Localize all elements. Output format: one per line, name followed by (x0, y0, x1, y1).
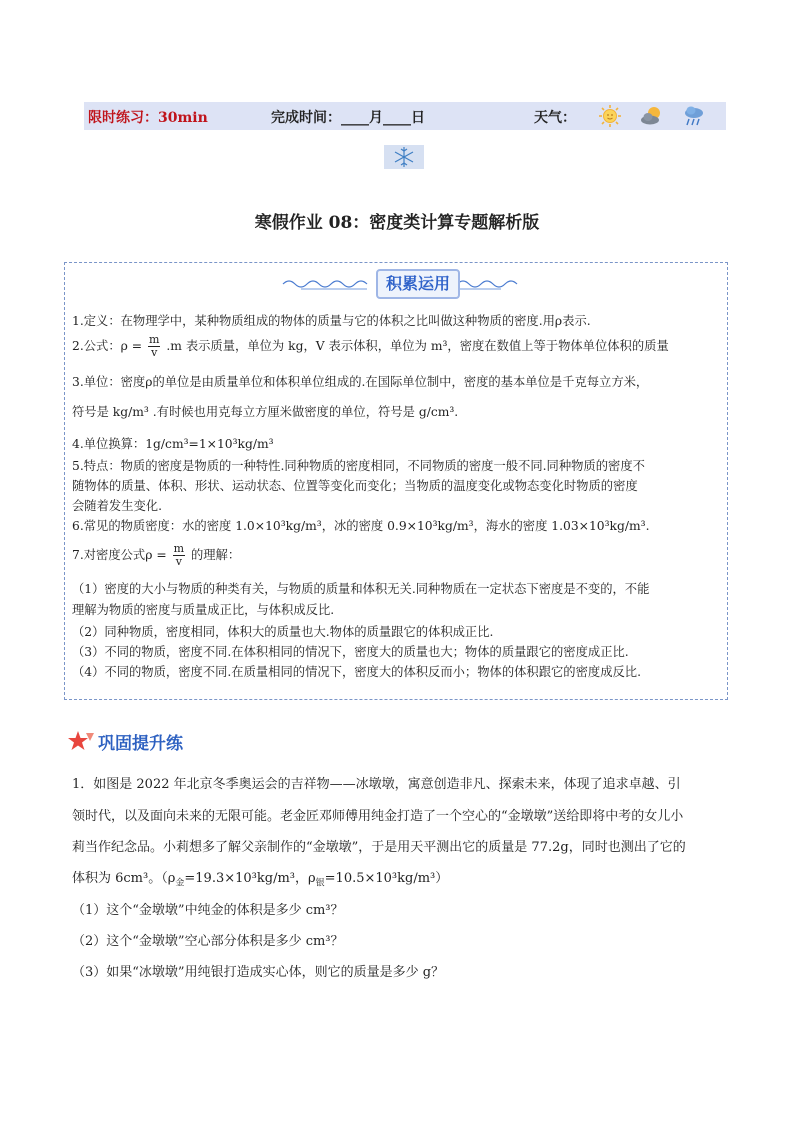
point-4-line: （4）不同的物质，密度不同.在质量相同的情况下，密度大的体积反而小；物体的体积跟它的密度成反比. (72, 665, 642, 679)
conversion-line: 4.单位换算：1g/cm³=1×10³kg/m³ (72, 437, 274, 451)
formula-suffix: .m 表示质量，单位为 kg，V 表示体积，单位为 m³，密度在数值上等于物体单位体积的质量 (166, 339, 669, 353)
point-1-line-1: （1）密度的大小与物质的种类有关，与物质的质量和体积无关.同种物质在一定状态下密度是不变的，不能 (72, 582, 650, 596)
silver-density: =10.5×10³kg/m³） (324, 871, 449, 886)
snowflake-badge (384, 145, 424, 169)
question-line-3: 莉当作纪念品。小莉想多了解父亲制作的“金墩墩”，于是用天平测出它的质量是 77.2g，同时也测出了它的 (72, 840, 686, 855)
unit-line-1: 3.单位：密度ρ的单位是由质量单位和体积单位组成的.在国际单位制中，密度的基本单位是千克每立方米， (72, 375, 649, 389)
understanding-suffix: 的理解： (190, 548, 241, 562)
definition-line: 1.定义：在物理学中，某种物质组成的物体的质量与它的体积之比叫做这种物质的密度.用ρ表示. (72, 314, 591, 328)
sub-question-3: （3）如果“冰墩墩”用纯银打造成实心体，则它的质量是多少 g？ (72, 965, 445, 980)
question-line-1: 1．如图是 2022 年北京冬季奥运会的吉祥物——冰墩墩，寓意创造非凡、探索未来，体现了追求卓越、引 (72, 777, 681, 792)
gold-subscript: 金 (175, 878, 185, 889)
sun-icon[interactable] (598, 104, 622, 128)
understanding-prefix: 7.对密度公式ρ = (72, 548, 167, 562)
point-3-line: （3）不同的物质，密度不同.在体积相同的情况下，密度大的质量也大；物体的质量跟它的密度成正比. (72, 645, 629, 659)
practice-info-bar (84, 102, 726, 130)
question-line-2: 领时代，以及面向未来的无限可能。老金匠邓师傅用纯金打造了一个空心的“金墩墩”送给即将中考的女儿小 (72, 809, 684, 824)
knowledge-box-title: 积累运用 (376, 269, 460, 299)
question-line-4 (72, 867, 448, 889)
sub-question-2: （2）这个“金墩墩”空心部分体积是多少 cm³？ (72, 934, 344, 949)
fraction-denominator: v (151, 346, 158, 359)
weather-label: 天气： (534, 110, 576, 126)
understanding-line (72, 543, 240, 568)
completion-date-label: 完成时间：____月____日 (271, 110, 425, 126)
gold-density: =19.3×10³kg/m³，ρ (184, 871, 316, 886)
volume-text: 体积为 6cm³。（ρ (72, 871, 176, 886)
fraction-numerator: m (149, 333, 160, 346)
formula-line (72, 334, 669, 359)
partly-cloudy-icon[interactable] (640, 104, 664, 128)
fraction-denominator-2: v (175, 555, 182, 568)
page-title: 寒假作业 08：密度类计算专题解析版 (254, 213, 540, 233)
density-fraction-2 (173, 543, 185, 568)
star-icon (68, 729, 98, 753)
snowflake-icon (384, 145, 424, 169)
silver-subscript: 银 (315, 878, 325, 889)
fraction-numerator-2: m (173, 542, 185, 555)
formula-prefix: 2.公式：ρ = (72, 339, 143, 353)
feature-line-3: 会随着发生变化. (72, 499, 162, 513)
density-fraction (148, 334, 160, 359)
feature-line-2: 随物体的质量、体积、形状、运动状态、位置等变化而变化；当物质的温度变化或物态变化时物质的密度 (72, 479, 638, 493)
section-title: 巩固提升练 (98, 734, 183, 754)
sub-question-1: （1）这个“金墩墩”中纯金的体积是多少 cm³？ (72, 903, 344, 918)
common-density-line: 6.常见的物质密度：水的密度 1.0×10³kg/m³，冰的密度 0.9×10³kg/m³，海水的密度 1.03×10³kg/m³. (72, 519, 650, 533)
point-2-line: （2）同种物质，密度相同，体积大的质量也大.物体的质量跟它的体积成正比. (72, 625, 494, 639)
time-limit-label: 限时练习：30min (88, 110, 208, 126)
rain-icon[interactable] (682, 104, 706, 128)
unit-line-2: 符号是 kg/m³ .有时候也用克每立方厘米做密度的单位，符号是 g/cm³. (72, 405, 459, 419)
knowledge-box-header (281, 269, 519, 297)
feature-line-1: 5.特点：物质的密度是物质的一种特性.同种物质的密度相同，不同物质的密度一般不同.同种物质的密度不 (72, 459, 645, 473)
point-1-line-2: 理解为物质的密度与质量成正比，与体积成反比. (72, 603, 335, 617)
